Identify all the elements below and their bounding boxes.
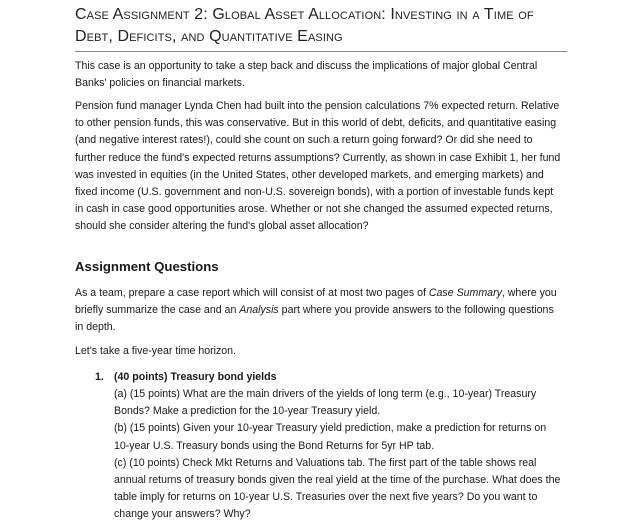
analysis-term: Analysis [239, 304, 279, 317]
team-instructions-paragraph [75, 285, 563, 337]
team-text-part1: As a team, prepare a case report which will consist of at most two pages of [75, 287, 429, 299]
team-text-part3: part where you provide answers to the following questions in depth. [75, 304, 554, 334]
question-1c: (c) (10 points) Check Mkt Returns and Valuations tab. The first part of the table shows real annual returns of treasury bonds given the real yield at the time of the purchase. What does the table imply for returns on 10-year U.S. Treasuries over the next five years? Do you want to change your answers? Why? [114, 456, 561, 521]
case-paragraph: Pension fund manager Lynda Chen had built into the pension calculations 7% expected return. Relative to other pension funds, this was conservative. But in this world of debt, deficits, and quantitative easing (and negative interest rates!), could she count on such a return going forward? Or did she need to further reduce the fund's expected returns assumptions? Currently, as shown in case Exhibit 1, her fund was invested in equities (in the United States, other developed markets, and emerging markets) and fixed income (U.S. government and non-U.S. sovereign bonds), with a portion of investable funds kept in cash in case good opportunities arose. Whether or not she changed the assumed expected returns, should she consider altering the fund's global asset allocation? [75, 100, 561, 233]
question-1-title: (40 points) Treasury bond yields [114, 371, 277, 383]
question-1b: (b) (15 points) Given your 10-year Treasury yield prediction, make a prediction for returns on 10-year U.S. Treasury bonds using the Bond Returns for 5yr HP tab. [114, 422, 547, 452]
question-1-body [114, 386, 564, 524]
intro-paragraph: This case is an opportunity to take a step back and discuss the implications of major global Central Banks' policies on financial markets. [75, 60, 538, 90]
time-horizon-note: Let's take a five-year time horizon. [75, 345, 237, 357]
document-title: Case Assignment 2: Global Asset Allocation: Investing in a Time of Debt, Deficits, and Quantitative Easing [75, 6, 534, 45]
case-summary-term: Case Summary [428, 287, 502, 299]
question-1-number: 1. [95, 371, 104, 383]
assignment-questions-heading: Assignment Questions [75, 259, 219, 274]
team-text-part2: , where you briefly summarize the case and an [75, 287, 557, 317]
question-1a: (a) (15 points) What are the main drivers of the yields of long term (e.g., 10-year) Treasury Bonds? Make a prediction for the 10-year Treasury yield. [114, 388, 537, 418]
title-divider [75, 51, 567, 52]
